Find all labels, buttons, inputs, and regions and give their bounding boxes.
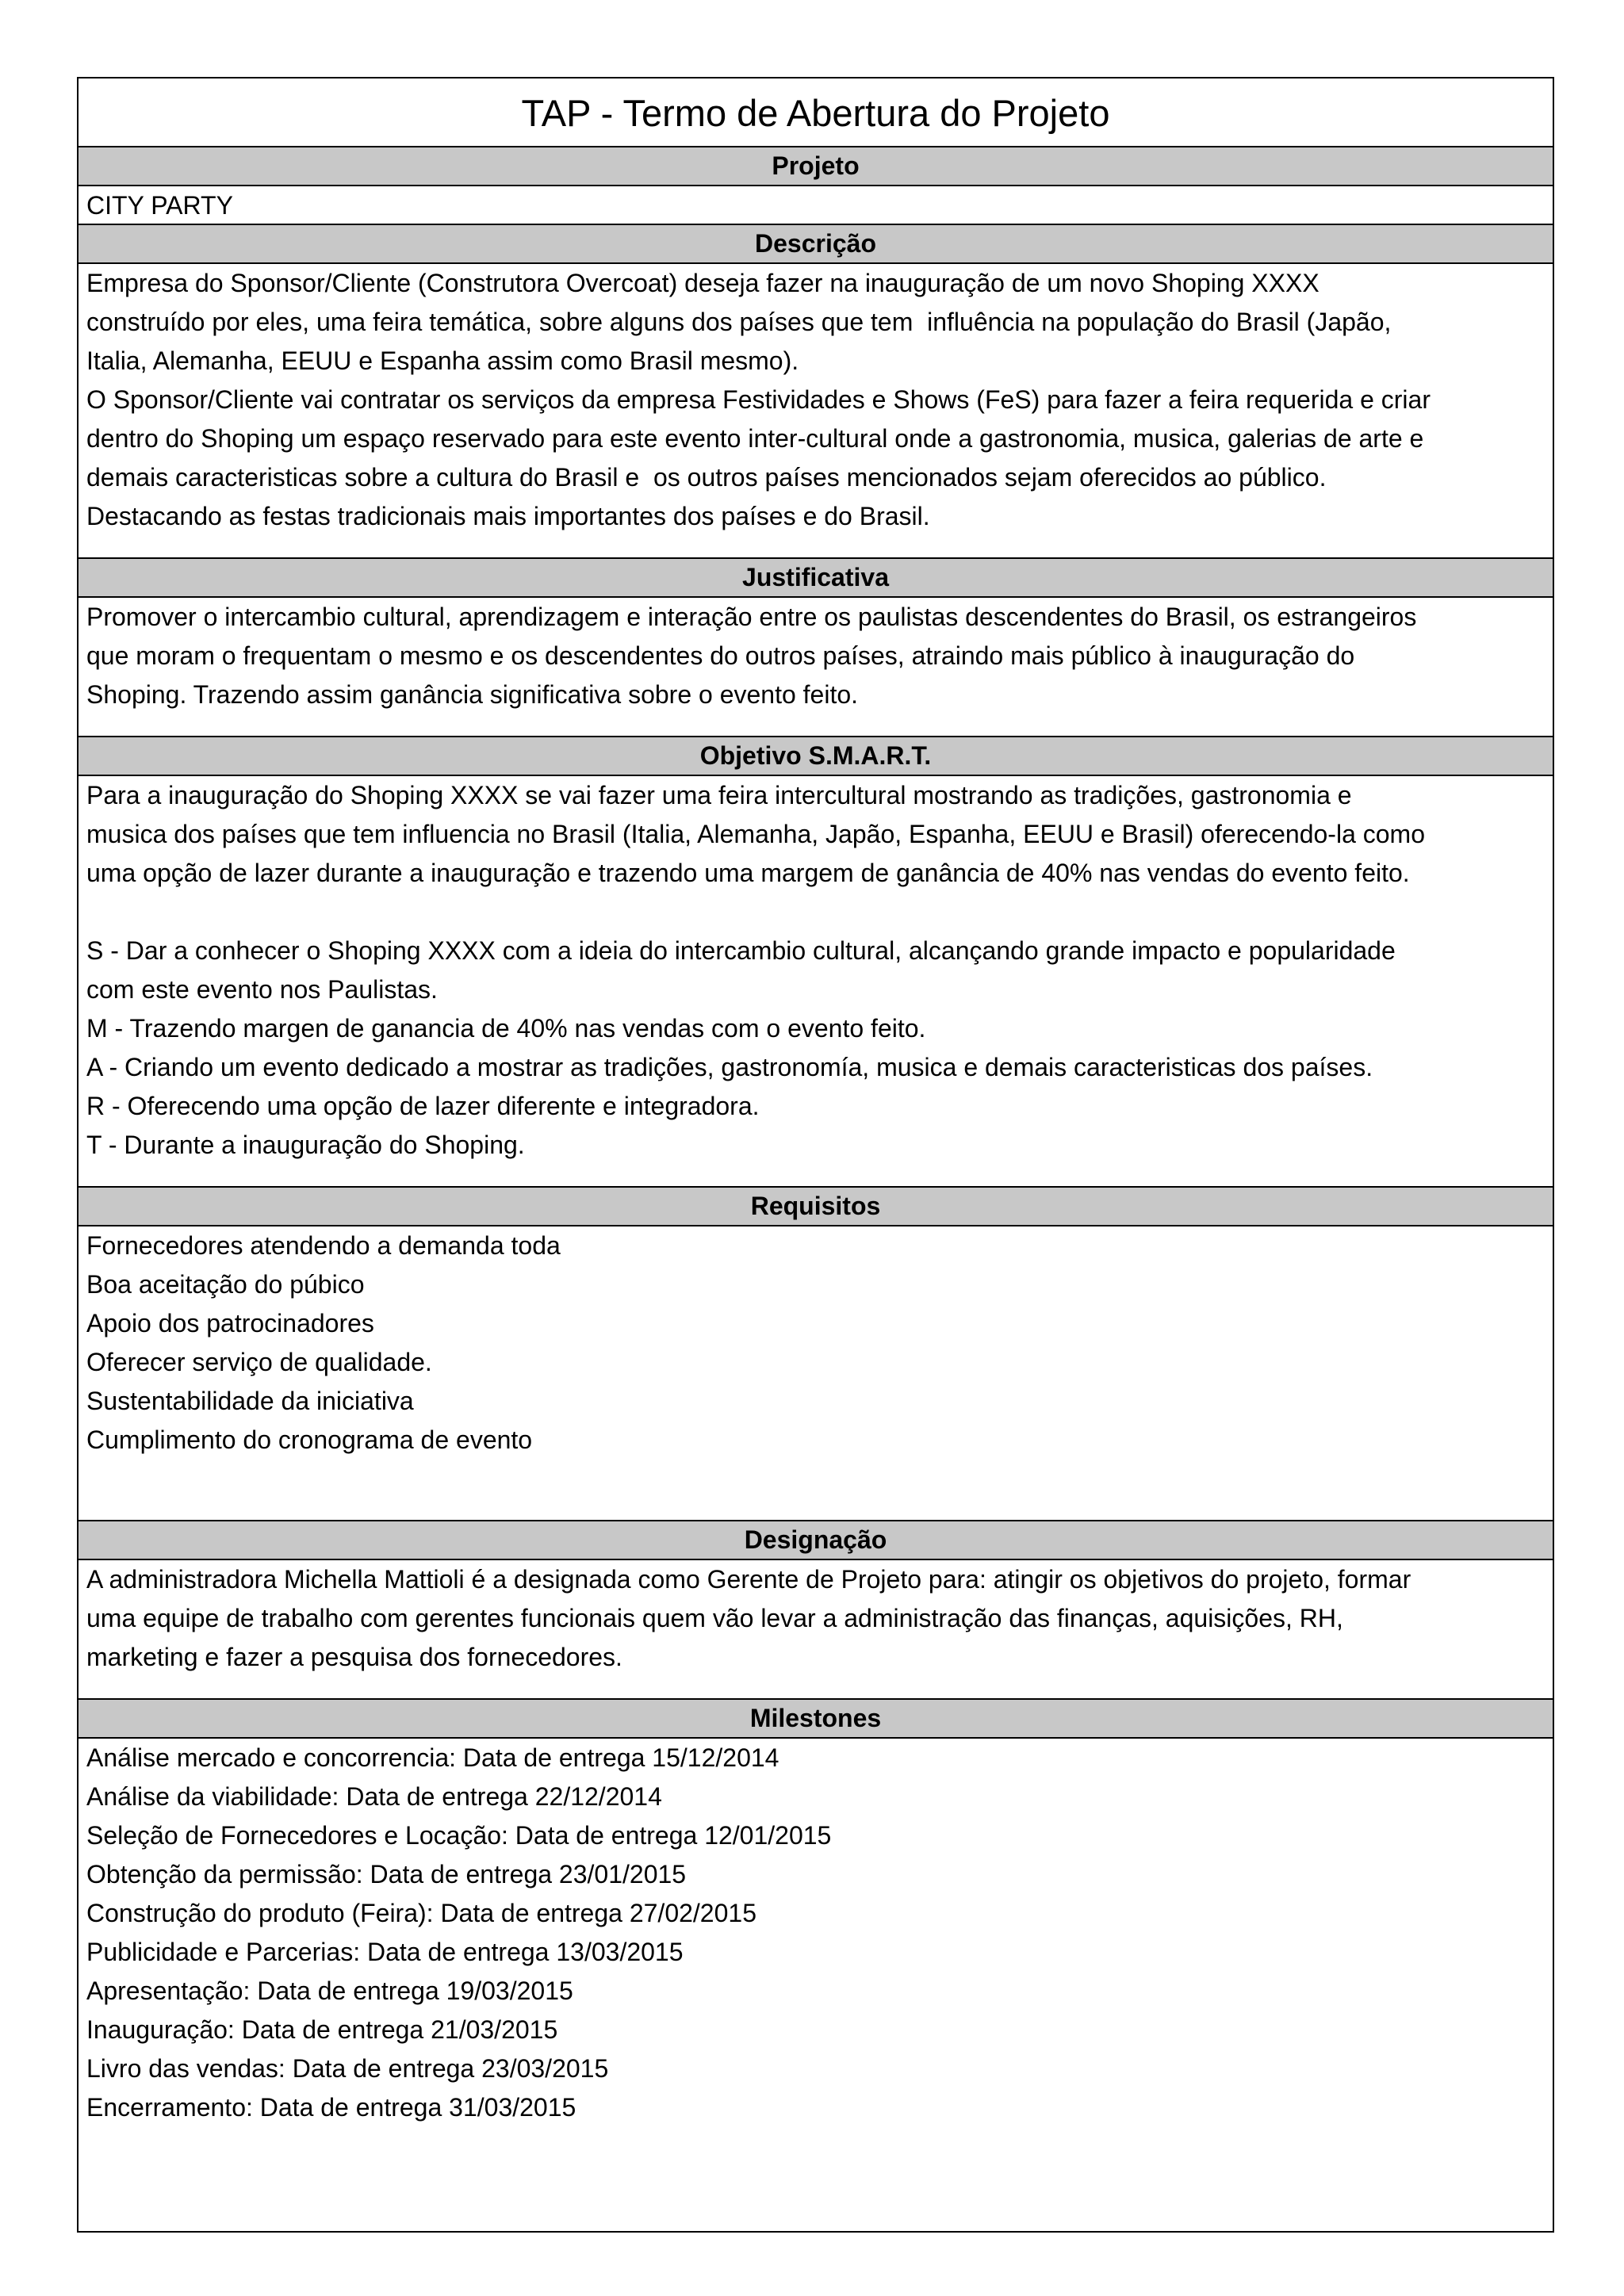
- milestone-item: Seleção de Fornecedores e Locação: Data de entrega 12/01/2015: [86, 1821, 832, 1850]
- section-body-requisitos: [79, 1226, 1553, 1521]
- text-line: Sustentabilidade da iniciativa: [86, 1387, 414, 1415]
- milestone-item: Análise da viabilidade: Data de entrega 22/12/2014: [86, 1782, 662, 1811]
- document-title: TAP - Termo de Abertura do Projeto: [79, 78, 1553, 147]
- text-line: uma opção de lazer durante a inauguração e trazendo uma margem de ganância de 40% nas vendas do evento feito.: [86, 859, 1410, 887]
- text-line: uma equipe de trabalho com gerentes funcionais quem vão levar a administração das finanças, aquisições, RH,: [86, 1604, 1343, 1632]
- milestone-item: Livro das vendas: Data de entrega 23/03/2015: [86, 2054, 609, 2083]
- milestone-item: Construção do produto (Feira): Data de entrega 27/02/2015: [86, 1899, 756, 1927]
- milestone-item: Análise mercado e concorrencia: Data de entrega 15/12/2014: [86, 1743, 779, 1772]
- text-line: A - Criando um evento dedicado a mostrar as tradições, gastronomía, musica e demais caracteristicas dos países.: [86, 1053, 1373, 1081]
- milestone-item: Apresentação: Data de entrega 19/03/2015: [86, 1976, 573, 2005]
- text-line: T - Durante a inauguração do Shoping.: [86, 1131, 525, 1159]
- section-body-designacao: [79, 1560, 1553, 1700]
- text-line: Fornecedores atendendo a demanda toda: [86, 1231, 561, 1260]
- milestone-item: Encerramento: Data de entrega 31/03/2015: [86, 2093, 576, 2122]
- text-line: Promover o intercambio cultural, aprendizagem e interação entre os paulistas descendentes do Brasil, os estrangeiros: [86, 603, 1417, 631]
- section-header-justificativa: Justificativa: [79, 559, 1553, 598]
- section-header-projeto: Projeto: [79, 147, 1553, 186]
- text-line: Empresa do Sponsor/Cliente (Construtora Overcoat) deseja fazer na inauguração de um novo Shoping XXXX: [86, 269, 1320, 297]
- text-line: que moram o frequentam o mesmo e os descendentes do outros países, atraindo mais público à inauguração do: [86, 641, 1355, 670]
- text-line: Shoping. Trazendo assim ganância significativa sobre o evento feito.: [86, 680, 859, 709]
- text-line: Boa aceitação do púbico: [86, 1270, 365, 1299]
- text-line: dentro do Shoping um espaço reservado para este evento inter-cultural onde a gastronomia, musica, galerias de arte e: [86, 424, 1424, 453]
- section-body-descricao: [79, 264, 1553, 559]
- milestone-item: Publicidade e Parcerias: Data de entrega 13/03/2015: [86, 1938, 684, 1966]
- section-header-objetivo: Objetivo S.M.A.R.T.: [79, 737, 1553, 776]
- section-body-projeto: [79, 186, 1553, 225]
- section-header-milestones: Milestones: [79, 1700, 1553, 1739]
- text-line: CITY PARTY: [86, 191, 233, 220]
- text-line: Oferecer serviço de qualidade.: [86, 1348, 432, 1376]
- text-line: Italia, Alemanha, EEUU e Espanha assim como Brasil mesmo).: [86, 346, 799, 375]
- text-line: R - Oferecendo uma opção de lazer diferente e integradora.: [86, 1092, 760, 1120]
- tap-document: [77, 77, 1554, 2233]
- text-line: S - Dar a conhecer o Shoping XXXX com a ideia do intercambio cultural, alcançando grande impacto e popularidade: [86, 936, 1396, 965]
- section-body-justificativa: [79, 598, 1553, 737]
- text-line: musica dos países que tem influencia no Brasil (Italia, Alemanha, Japão, Espanha, EEUU e Brasil) oferecendo-la como: [86, 820, 1425, 848]
- text-line: M - Trazendo margen de ganancia de 40% nas vendas com o evento feito.: [86, 1014, 926, 1043]
- text-line: demais caracteristicas sobre a cultura do Brasil e os outros países mencionados sejam oferecidos ao público.: [86, 463, 1327, 492]
- text-line: com este evento nos Paulistas.: [86, 975, 438, 1004]
- text-line: A administradora Michella Mattioli é a designada como Gerente de Projeto para: atingir os objetivos do projeto, formar: [86, 1565, 1411, 1594]
- text-line: Apoio dos patrocinadores: [86, 1309, 374, 1337]
- text-line: O Sponsor/Cliente vai contratar os serviços da empresa Festividades e Shows (FeS) para fazer a feira requerida e criar: [86, 385, 1431, 414]
- text-line: Para a inauguração do Shoping XXXX se vai fazer uma feira intercultural mostrando as tradições, gastronomia e: [86, 781, 1352, 809]
- section-header-descricao: Descrição: [79, 225, 1553, 264]
- section-header-requisitos: Requisitos: [79, 1188, 1553, 1226]
- milestone-item: Inauguração: Data de entrega 21/03/2015: [86, 2015, 558, 2044]
- text-line: Destacando as festas tradicionais mais importantes dos países e do Brasil.: [86, 502, 930, 530]
- text-line: marketing e fazer a pesquisa dos fornecedores.: [86, 1643, 622, 1671]
- text-line: [86, 893, 1545, 932]
- text-line: construído por eles, uma feira temática, sobre alguns dos países que tem influência na população do Brasil (Japão,: [86, 308, 1392, 336]
- milestone-item: Obtenção da permissão: Data de entrega 23/01/2015: [86, 1860, 687, 1888]
- section-body-milestones: [79, 1739, 1553, 2206]
- section-body-objetivo: [79, 776, 1553, 1188]
- text-line: Cumplimento do cronograma de evento: [86, 1425, 533, 1454]
- section-header-designacao: Designação: [79, 1521, 1553, 1560]
